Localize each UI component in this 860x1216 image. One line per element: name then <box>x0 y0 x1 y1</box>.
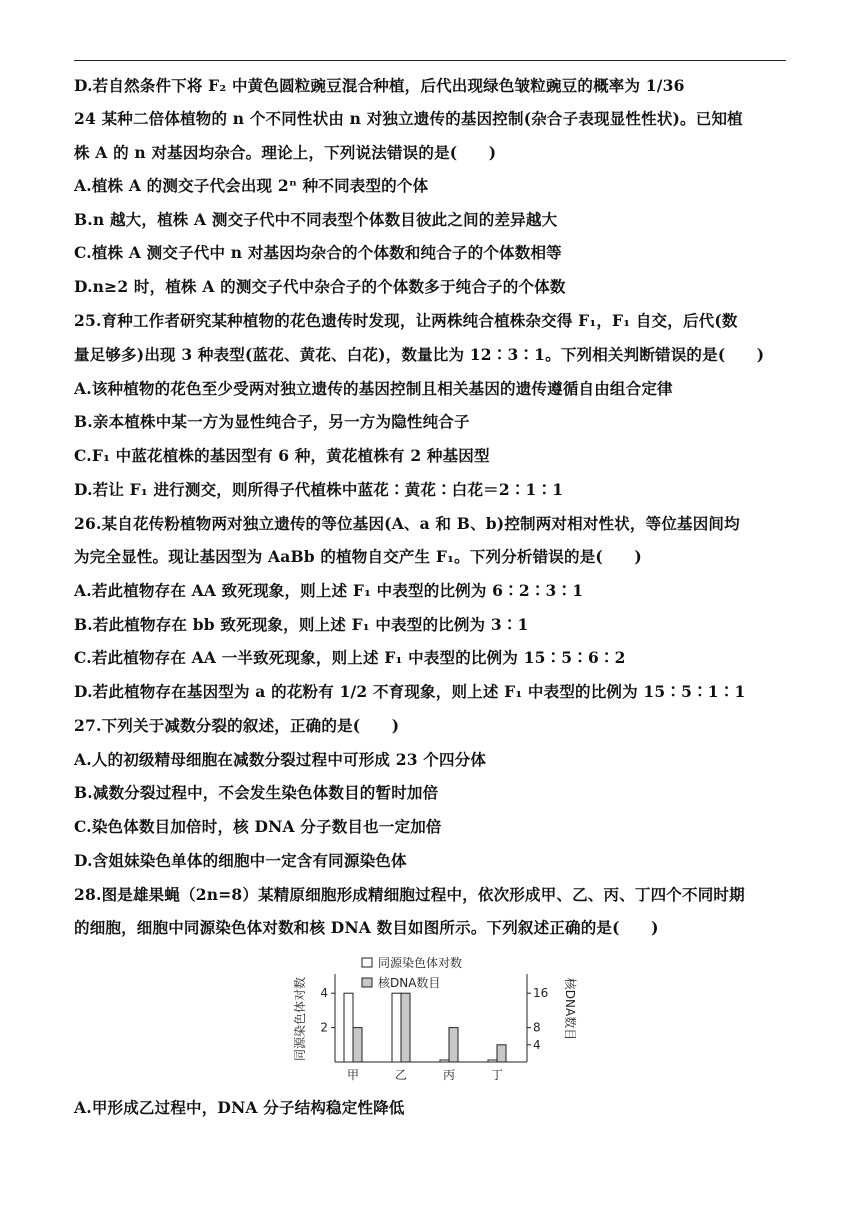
bar-nuclear-dna <box>497 1045 506 1062</box>
bar-homologous-pairs <box>488 1060 497 1062</box>
text-line: B.n 越大，植株 A 测交子代中不同表型个体数目彼此之间的差异越大 <box>74 210 558 229</box>
y-axis-title-right: 核DNA数目 <box>563 977 577 1041</box>
text-line: B.若此植物存在 bb 致死现象，则上述 F₁ 中表型的比例为 3∶1 <box>74 615 529 634</box>
bar-nuclear-dna <box>353 1028 362 1062</box>
bar-homologous-pairs <box>392 993 401 1062</box>
x-tick-label: 甲 <box>346 1068 360 1082</box>
text-line: 量足够多)出现 3 种表型(蓝花、黄花、白花)，数量比为 12∶3∶1。下列相关判断错误的是( ) <box>74 345 765 364</box>
text-line: D.若自然条件下将 F₂ 中黄色圆粒豌豆混合种植，后代出现绿色皱粒豌豆的概率为 1/36 <box>74 76 685 95</box>
text-line: C.染色体数目加倍时，核 DNA 分子数目也一定加倍 <box>74 817 442 836</box>
y-tick-label-right: 16 <box>533 986 549 1001</box>
bar-nuclear-dna <box>449 1028 458 1062</box>
x-tick-label: 丙 <box>442 1068 456 1082</box>
legend-swatch-nuclear-dna <box>362 978 372 987</box>
text-line: D.若此植物存在基因型为 a 的花粉有 1/2 不育现象，则上述 F₁ 中表型的比例为 15∶5∶1∶1 <box>74 682 746 701</box>
text-line: B.亲本植株中某一方为显性纯合子，另一方为隐性纯合子 <box>74 412 470 431</box>
text-line: 27.下列关于减数分裂的叙述，正确的是( ) <box>74 716 400 735</box>
bar-chart <box>290 952 580 1087</box>
text-line: 25.育种工作者研究某种植物的花色遗传时发现，让两株纯合植株杂交得 F₁，F₁ 自交，后代(数 <box>74 311 738 330</box>
header-rule <box>74 60 786 61</box>
text-line: D.n≥2 时，植株 A 的测交子代中杂合子的个体数多于纯合子的个体数 <box>74 277 566 296</box>
text-line: 的细胞，细胞中同源染色体对数和核 DNA 数目如图所示。下列叙述正确的是( ) <box>74 918 659 937</box>
text-line: C.F₁ 中蓝花植株的基因型有 6 种，黄花植株有 2 种基因型 <box>74 446 490 465</box>
bar-homologous-pairs <box>344 993 353 1062</box>
text-line: A.该种植物的花色至少受两对独立遗传的基因控制且相关基因的遗传遵循自由组合定律 <box>74 379 673 398</box>
text-line: 为完全显性。现让基因型为 AaBb 的植物自交产生 F₁。下列分析错误的是( ) <box>74 547 642 566</box>
text-line: 24 某种二倍体植物的 n 个不同性状由 n 对独立遗传的基因控制(杂合子表现显性性状)。已知植 <box>74 109 743 128</box>
text-line: C.植株 A 测交子代中 n 对基因均杂合的个体数和纯合子的个体数相等 <box>74 243 562 262</box>
text-line: A.甲形成乙过程中，DNA 分子结构稳定性降低 <box>74 1098 405 1117</box>
text-line: A.植株 A 的测交子代会出现 2ⁿ 种不同表型的个体 <box>74 176 429 195</box>
text-line: C.若此植物存在 AA 一半致死现象，则上述 F₁ 中表型的比例为 15∶5∶6∶2 <box>74 648 626 667</box>
text-line: D.若让 F₁ 进行测交，则所得子代植株中蓝花∶黄花∶白花＝2∶1∶1 <box>74 480 564 499</box>
legend-label-homologous-pairs: 同源染色体对数 <box>378 956 463 970</box>
text-line: A.人的初级精母细胞在减数分裂过程中可形成 23 个四分体 <box>74 750 487 769</box>
y-tick-label-left: 4 <box>320 986 328 1001</box>
x-tick-label: 丁 <box>490 1068 504 1082</box>
x-tick-label: 乙 <box>394 1068 408 1082</box>
text-line: 26.某自花传粉植物两对独立遗传的等位基因(A、a 和 B、b)控制两对相对性状，等位基因间均 <box>74 514 740 533</box>
text-line: 株 A 的 n 对基因均杂合。理论上，下列说法错误的是( ) <box>74 143 497 162</box>
y-axis-title-left: 同源染色体对数 <box>293 976 307 1062</box>
text-line: B.减数分裂过程中，不会发生染色体数目的暂时加倍 <box>74 783 439 802</box>
legend-label-nuclear-dna: 核DNA数目 <box>378 976 441 990</box>
bar-homologous-pairs <box>440 1060 449 1062</box>
text-line: A.若此植物存在 AA 致死现象，则上述 F₁ 中表型的比例为 6∶2∶3∶1 <box>74 581 584 600</box>
y-tick-label-right: 4 <box>533 1037 541 1052</box>
text-line: D.含姐妹染色单体的细胞中一定含有同源染色体 <box>74 851 407 870</box>
y-tick-label-right: 8 <box>533 1020 541 1035</box>
y-tick-label-left: 2 <box>320 1020 328 1035</box>
legend-swatch-homologous-pairs <box>362 958 372 967</box>
chart-svg <box>290 952 580 1087</box>
bar-nuclear-dna <box>401 993 410 1062</box>
text-line: 28.图是雄果蝇（2n=8）某精原细胞形成精细胞过程中，依次形成甲、乙、丙、丁四个不同时期 <box>74 885 745 904</box>
